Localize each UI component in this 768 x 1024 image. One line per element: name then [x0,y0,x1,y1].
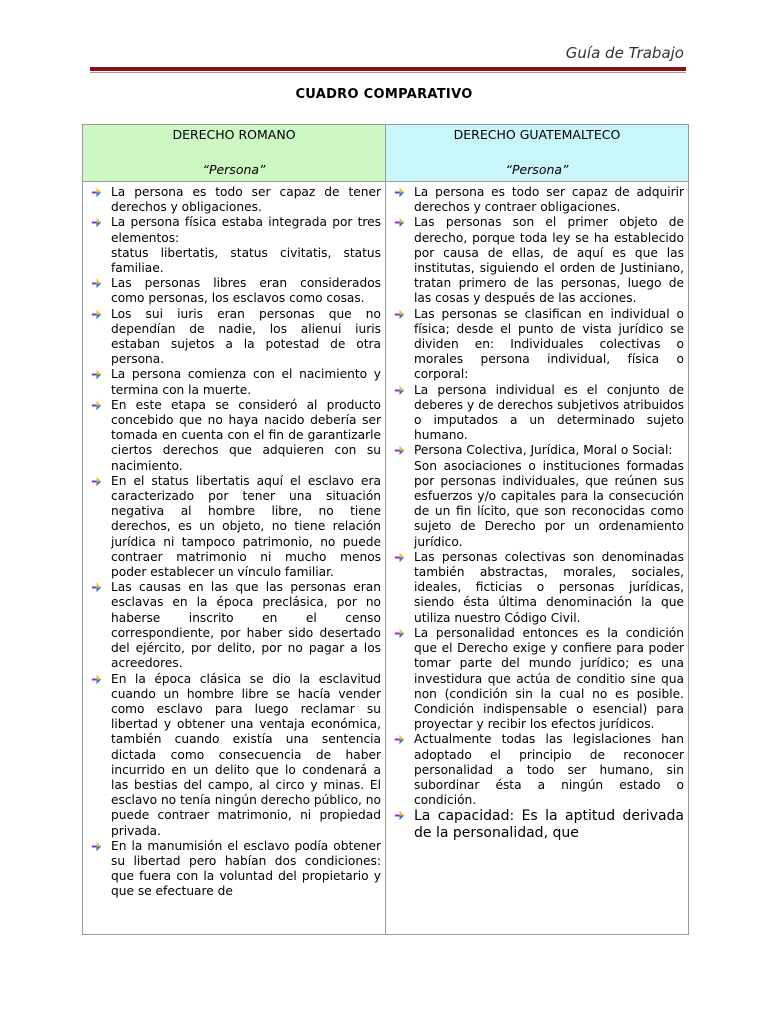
list-item-text: La persona es todo ser capaz de adquirir derechos y contraer obligaciones. [414,185,684,215]
colored-arrow-icon [91,400,102,411]
list-item [111,398,381,474]
document-title: CUADRO COMPARATIVO [295,87,473,102]
list-item [111,839,381,900]
colored-arrow-icon [91,278,102,289]
list-item-text: La persona es todo ser capaz de tener derechos y obligaciones. [111,185,381,215]
colored-arrow-icon [91,217,102,228]
list-item-text: Las personas colectivas son denominadas también abstractas, morales, sociales, ideales, ficticias o personas jurídicas, siendo ésta última denominación la que utiliza nuestro Código Civil. [414,549,684,625]
list-item-text: Las causas en las que las personas eran esclavas en la época preclásica, por no haberse inscrito en el censo correspondiente, por haber sido desertado del ejército, por delito, por no pagar a los acreedores. [111,580,381,671]
list-item-text: Los sui iuris eran personas que no dependían de nadie, los alienui iuris estaban sujetos a la potestad de otra persona. [111,306,381,367]
list-item [111,367,381,397]
list-item [111,276,381,306]
colored-arrow-icon [394,628,405,639]
column-body-roman [83,182,386,935]
colored-arrow-icon [394,552,405,563]
list-item-text: Las personas libres eran considerados como personas, los esclavos como cosas. [111,276,381,306]
list-item [414,550,684,626]
list-item [111,185,381,215]
list-item-text: Las personas se clasifican en individual o física; desde el punto de vista jurídico se dividen en: Individuales colectivas o morales persona individual, física o corporal: [414,306,684,382]
comparison-table [82,124,689,935]
list-item-text: La personalidad entonces es la condición que el Derecho exige y confiere para poder tomar parte del mundo jurídico; es una investidura que actúa de conditio sine qua non (condición sin la cual no es posible. Condición indispensable o esencial) para proyectar y recibir los efectos jurídicos. [414,625,684,732]
colored-arrow-icon [91,309,102,320]
colored-arrow-icon [394,385,405,396]
colored-arrow-icon [394,734,405,745]
colored-arrow-icon [91,476,102,487]
colored-arrow-icon [91,582,102,593]
column-subheading: “Persona” [505,162,569,177]
list-item [414,443,684,458]
list-item [414,732,684,808]
column-heading: DERECHO ROMANO [172,127,296,142]
list-item [111,474,381,580]
colored-arrow-icon [91,674,102,685]
list-item-text: status libertatis, status civitatis, status familiae. [111,245,381,276]
colored-arrow-icon [394,217,405,228]
list-item-text: La persona individual es el conjunto de deberes y de derechos subjetivos atribuidos o imputados a un determinado sujeto humano. [414,382,684,443]
list-item [111,246,381,276]
column-body-guatemalan [386,182,689,935]
column-heading: DERECHO GUATEMALTECO [453,127,621,142]
list-item-text: En el status libertatis aquí el esclavo era caracterizado por tener una situación negativa al hombre libre, no tiene derechos, es un objeto, no tiene relación jurídica ni tampoco patrimonio, no puede contraer matrimonio ni mucho menos poder establecer un vínculo familiar. [111,473,381,580]
list-item-text: Persona Colectiva, Jurídica, Moral o Social: [414,443,673,458]
column-subheading: “Persona” [202,162,266,177]
list-item-text: La persona comienza con el nacimiento y termina con la muerte. [111,367,381,397]
list-item-text: Actualmente todas las legislaciones han adoptado el principio de reconocer personalidad a todo ser humano, sin subordinar ésta a ningún estado o condición. [414,732,684,808]
list-item [414,307,684,383]
list-item-text: La capacidad: Es la aptitud derivada de la personalidad, que [414,808,684,842]
header-rule-thin [90,72,686,73]
page-header-title: Guía de Trabajo [565,44,684,62]
list-item [414,459,684,550]
list-item-text: La persona física estaba integrada por tres elementos: [111,215,381,245]
list-item [414,383,684,444]
list-item [414,626,684,732]
list-item [111,307,381,368]
colored-arrow-icon [394,810,405,821]
list-item [111,580,381,671]
colored-arrow-icon [91,187,102,198]
roman-list [83,182,385,900]
list-item-text: En este etapa se consideró al producto concebido que no haya nacido debería ser tomada en cuenta con el fin de garantizarle ciertos derechos que adquieren con su nacimiento. [111,397,381,473]
list-item [414,808,684,842]
list-item [111,672,381,839]
colored-arrow-icon [394,187,405,198]
guatemalan-list [386,182,688,842]
list-item [414,185,684,215]
list-item [111,215,381,245]
list-item-text: Son asociaciones o instituciones formadas por personas individuales, que reúnen sus esfuerzos y/o capitales para la consecución de un fin lícito, que son reconocidas como sujeto de Derecho por un ordenamiento jurídico. [414,458,684,549]
list-item-text: En la manumisión el esclavo podía obtener su libertad pero habían dos condiciones: que fuera con la voluntad del propietario y que se efectuare de [111,838,381,899]
column-header-guatemalan [386,125,689,182]
list-item [414,215,684,306]
colored-arrow-icon [394,309,405,320]
header-rule [90,67,686,71]
colored-arrow-icon [394,445,405,456]
colored-arrow-icon [91,841,102,852]
colored-arrow-icon [91,369,102,380]
list-item-text: En la época clásica se dio la esclavitud cuando un hombre libre se hacía vender como esclavo para luego reclamar su libertad y obtener una ventaja económica, también cuando existía una sentencia dictada como consecuencia de haber incurrido en un delito que lo condenará a las bestias del campo, al circo y minas. El esclavo no tenía ningún derecho público, no puede contraer matrimonio, ni propiedad privada. [111,671,381,838]
list-item-text: Las personas son el primer objeto de derecho, porque toda ley se ha establecido por causa de ellas, de aquí es que las institutas, siguiendo el orden de Justiniano, tratan primero de las personas, luego de las cosas y después de las acciones. [414,215,684,306]
column-header-roman [83,125,386,182]
